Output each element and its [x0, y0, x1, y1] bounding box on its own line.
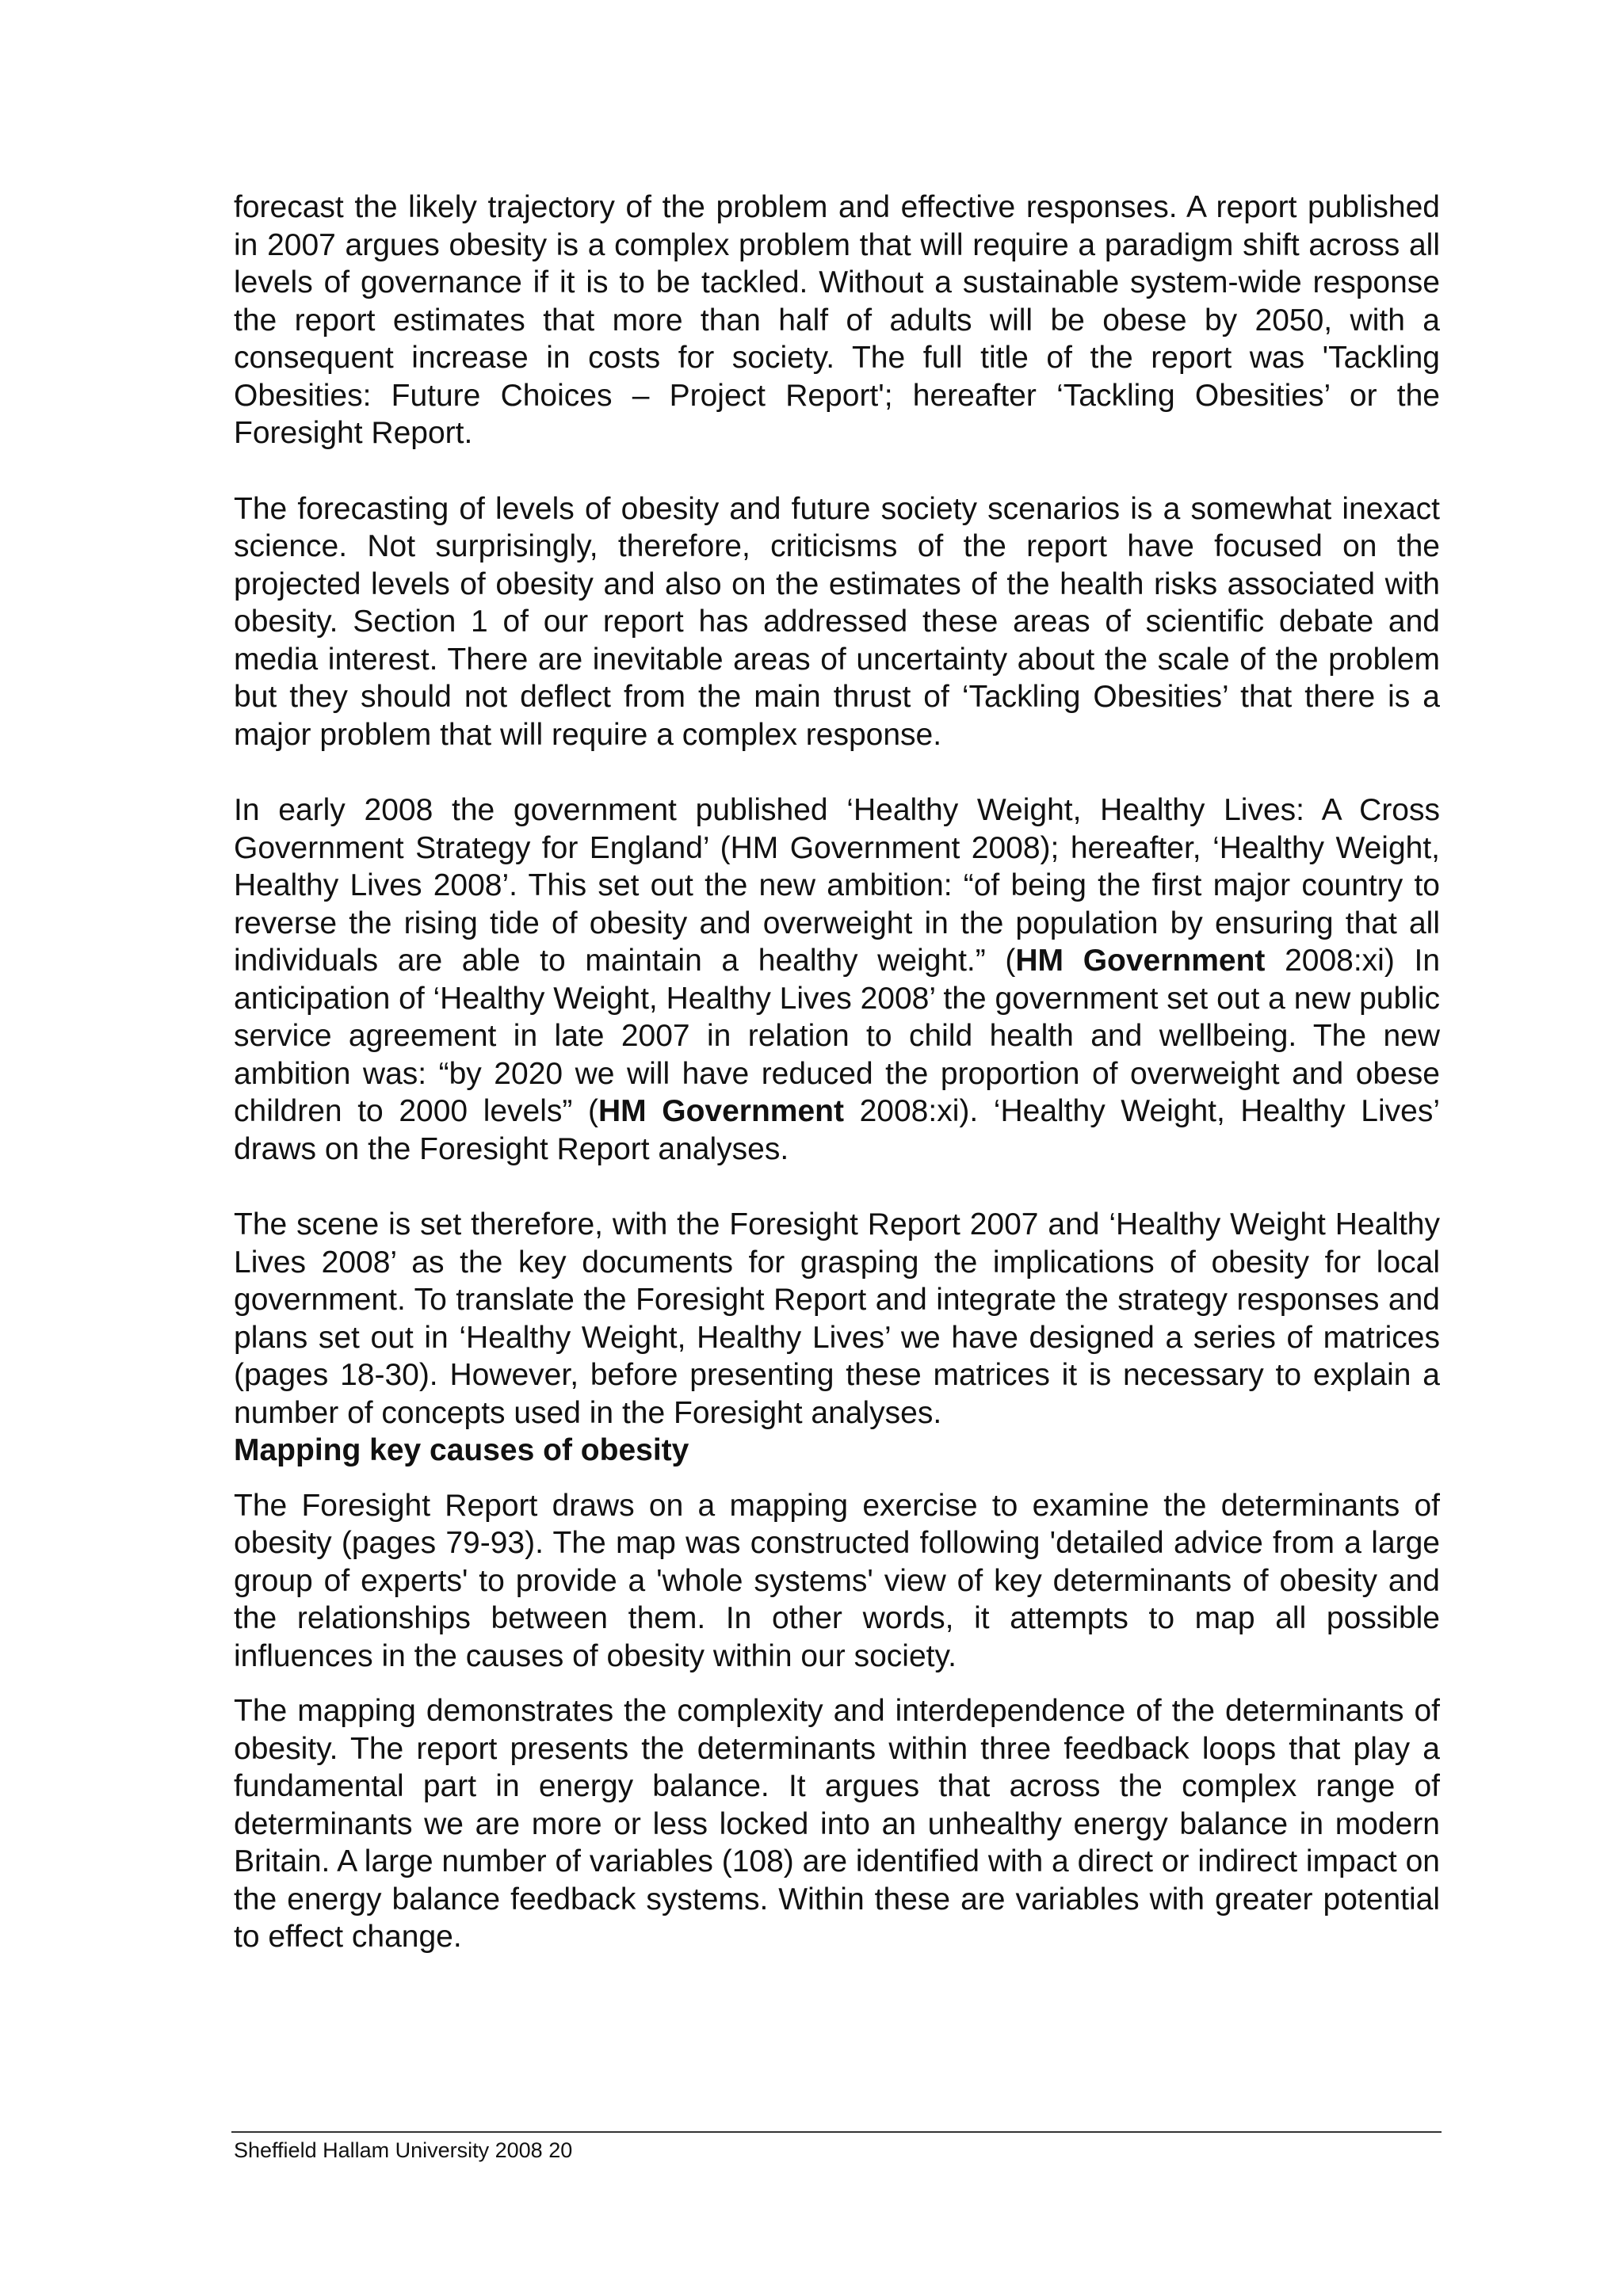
paragraph-mapping-exercise: The Foresight Report draws on a mapping exercise to examine the determinants of obesity (pages 79-93). The map was constructed following 'detailed advice from a large group of experts' to provide a 'whole systems' view of key determinants of obesity and the relationships between them. In other words, it attempts to map all possible influences in the causes of obesity within our society.: [234, 1488, 1440, 1673]
section-heading: Mapping key causes of obesity: [234, 1433, 689, 1467]
paragraph-healthy-weight-strategy: [234, 791, 1440, 1168]
paragraph-text-segment: 2008:xi) In anticipation of ‘Healthy Weight, Healthy Lives 2008’ the government set out a new public service agreement in late 2007 in relation to child health and wellbeing. The new ambition was: “by 2020 we will have reduced the proportion of overweight and obese children to 2000 levels” (: [234, 944, 1441, 1128]
paragraph-scene-set: The scene is set therefore, with the Foresight Report 2007 and ‘Healthy Weight Healthy Lives 2008’ as the key documents for grasping the implications of obesity for local government. To translate the Foresight Report and integrate the strategy responses and plans set out in ‘Healthy Weight, Healthy Lives’ we have designed a series of matrices (pages 18-30). However, before presenting these matrices it is necessary to explain a number of concepts used in the Foresight analyses.: [234, 1207, 1440, 1430]
citation-hm-government: HM Government: [598, 1094, 844, 1128]
paragraph-foresight-intro: forecast the likely trajectory of the problem and effective responses. A report published in 2007 argues obesity is a complex problem that will require a paradigm shift across all levels of governance if it is to be tackled. Without a sustainable system-wide response the report estimates that more than half of adults will be obese by 2050, with a consequent increase in costs for society. The full title of the report was 'Tackling Obesities: Future Choices – Project Report'; hereafter ‘Tackling Obesities’ or the Foresight Report.: [234, 190, 1440, 450]
paragraph-text-segment: 2008:xi). ‘Healthy Weight, Healthy Lives’ draws on the Foresight Report analyses.: [234, 1094, 1440, 1166]
paragraph-text-segment: In early 2008 the government published ‘Healthy Weight, Healthy Lives: A Cross Government Strategy for England’ (HM Government 2008); hereafter, ‘Healthy Weight, Healthy Lives 2008’. This set out the new ambition: “of being the first major country to reverse the rising tide of obesity and overweight in the population by ensuring that all individuals are able to maintain a healthy weight.” (: [234, 793, 1440, 978]
footer-text: Sheffield Hallam University 2008 20: [234, 2138, 573, 2162]
citation-hm-government: HM Government: [1015, 944, 1266, 978]
body-content: [234, 189, 1440, 1956]
paragraph-mapping-complexity: The mapping demonstrates the complexity and interdependence of the determinants of obesity. The report presents the determinants within three feedback loops that play a fundamental part in energy balance. It argues that across the complex range of determinants we are more or less locked into an unhealthy energy balance in modern Britain. A large number of variables (108) are identified with a direct or indirect impact on the energy balance feedback systems. Within these are variables with greater potential to effect change.: [234, 1694, 1440, 1954]
footer-divider: [231, 2131, 1442, 2133]
paragraph-forecasting-criticism: The forecasting of levels of obesity and future society scenarios is a somewhat inexact science. Not surprisingly, therefore, criticisms of the report have focused on the projected levels of obesity and also on the estimates of the health risks associated with obesity. Section 1 of our report has addressed these areas of scientific debate and media interest. There are inevitable areas of uncertainty about the scale of the problem but they should not deflect from the main thrust of ‘Tackling Obesities’ that there is a major problem that will require a complex response.: [234, 491, 1440, 752]
